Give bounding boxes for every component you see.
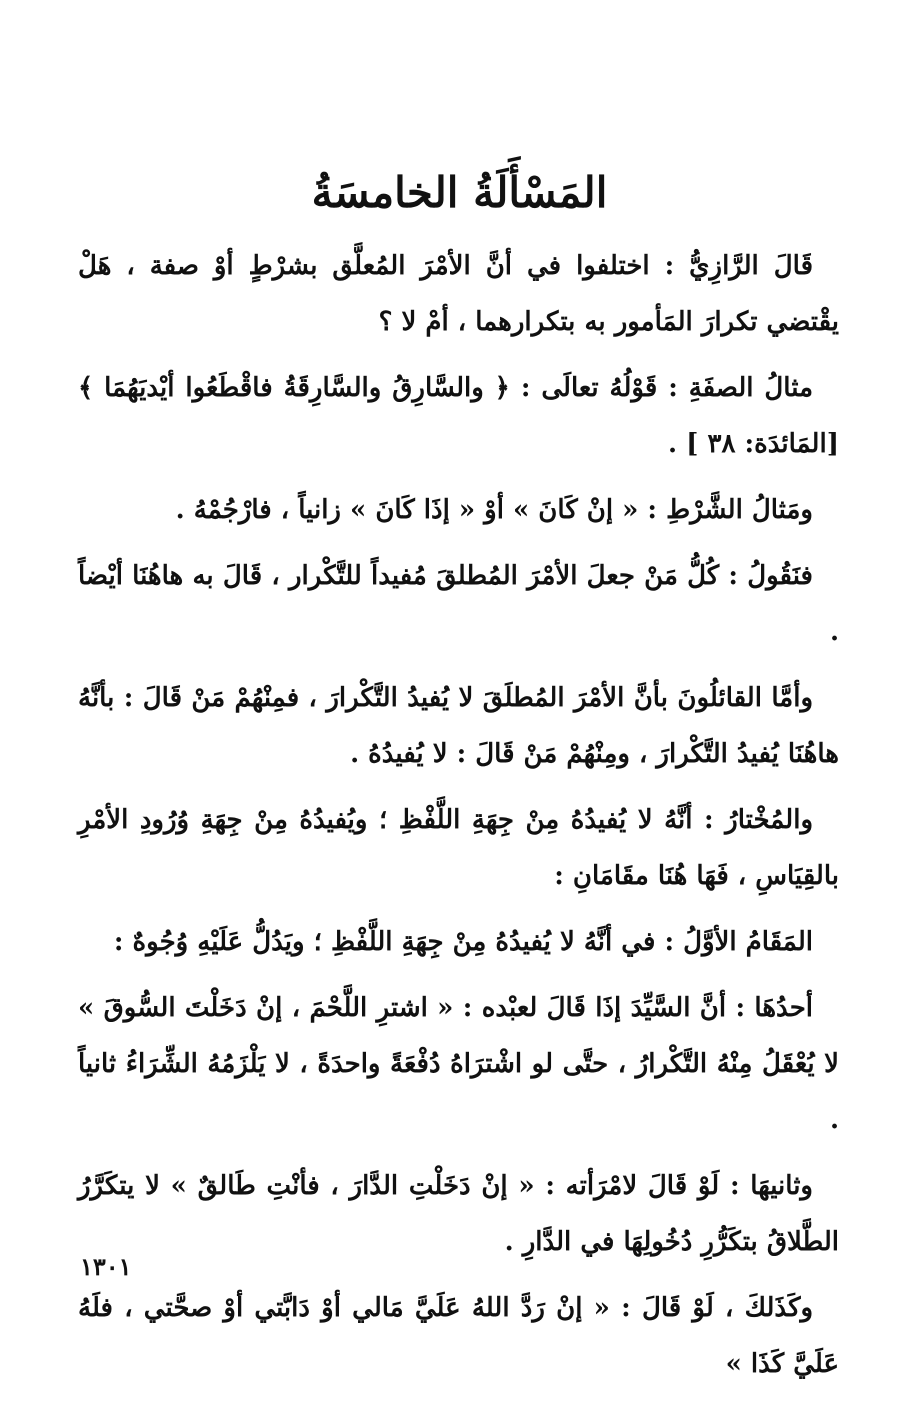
- paragraph: أحدُهَا : أنَّ السَّيِّدَ إذَا قَالَ لعبْده : « اشترِ اللَّحْمَ ، إنْ دَخَلْتَ السُّوقَ » لا يُعْقَلُ مِنْهُ التَّكْرارُ ، حتَّى لو اشْترَاهُ دُفْعَةً واحدَةً ، لا يَلْزَمُهُ الشِّرَاءُ ثانياً .: [78, 993, 839, 1135]
- paragraph: فنَقُولُ : كُلُّ مَنْ جعلَ الأمْرَ المُطلقَ مُفيداً للتَّكْرار ، قَالَ به هاهُنَا أيْضاً .: [78, 561, 839, 647]
- paragraph: وأمَّا القائلُونَ بأنَّ الأمْرَ المُطلَقَ لا يُفيدُ التَّكْرارَ ، فمِنْهُمْ مَنْ قَالَ : بأنَّهُ هاهُنَا يُفيدُ التَّكْرارَ ، ومِنْهُمْ مَنْ قَالَ : لا يُفيدُهُ .: [78, 683, 839, 769]
- paragraph: والمُخْتارُ : أنَّهُ لا يُفيدُهُ مِنْ جِهَةِ اللَّفْظِ ؛ ويُفيدُهُ مِنْ جِهَةِ وُرُودِ الأمْرِ بالقِيَاسِ ، فَهَا هُنَا مقَامَانِ :: [78, 805, 839, 891]
- paragraph: قَالَ الرَّازِيُّ : اختلفوا في أنَّ الأمْرَ المُعلَّق بشرْطٍ أوْ صفة ، هَلْ يقْتضي تكرارَ المَأمور به بتكرارهما ، أمْ لا ؟: [78, 251, 839, 337]
- page-title: المَسْأَلَةُ الخامسَةُ: [311, 168, 608, 217]
- page-number: ١٣٠١: [80, 1252, 132, 1281]
- paragraph: وثانيهَا : لَوْ قَالَ لامْرَأته : « إنْ دَخَلْتِ الدَّارَ ، فأنْتِ طَالقٌ » لا يتكَرَّرُ الطَّلاقُ بتكَرُّرِ دُخُولِهَا في الدَّارِ .: [78, 1171, 839, 1257]
- paragraph: وكَذَلكَ ، لَوْ قَالَ : « إنْ رَدَّ اللهُ عَلَيَّ مَالي أوْ دَابَّتي أوْ صحَّتي ، فلَهُ عَلَيَّ كَذَا »: [78, 1293, 839, 1379]
- body-text: [78, 238, 839, 1402]
- paragraph: المَقَامُ الأوَّلُ : في أنَّهُ لا يُفيدُهُ مِنْ جِهَةِ اللَّفْظِ ؛ ويَدُلُّ عَلَيْهِ وُجُوهٌ :: [113, 927, 813, 957]
- paragraph: ومَثالُ الشَّرْطِ : « إنْ كَانَ » أوْ « إذَا كَانَ » زانياً ، فارْجُمْهُ .: [175, 495, 813, 525]
- paragraph: مثالُ الصفَةِ : قَوْلُهُ تعالَى : ﴿ والسَّارِقُ والسَّارِقَةُ فاقْطَعُوا أيْديَهُمَا ﴾ [المَائدَة: ٣٨ ] .: [78, 373, 839, 459]
